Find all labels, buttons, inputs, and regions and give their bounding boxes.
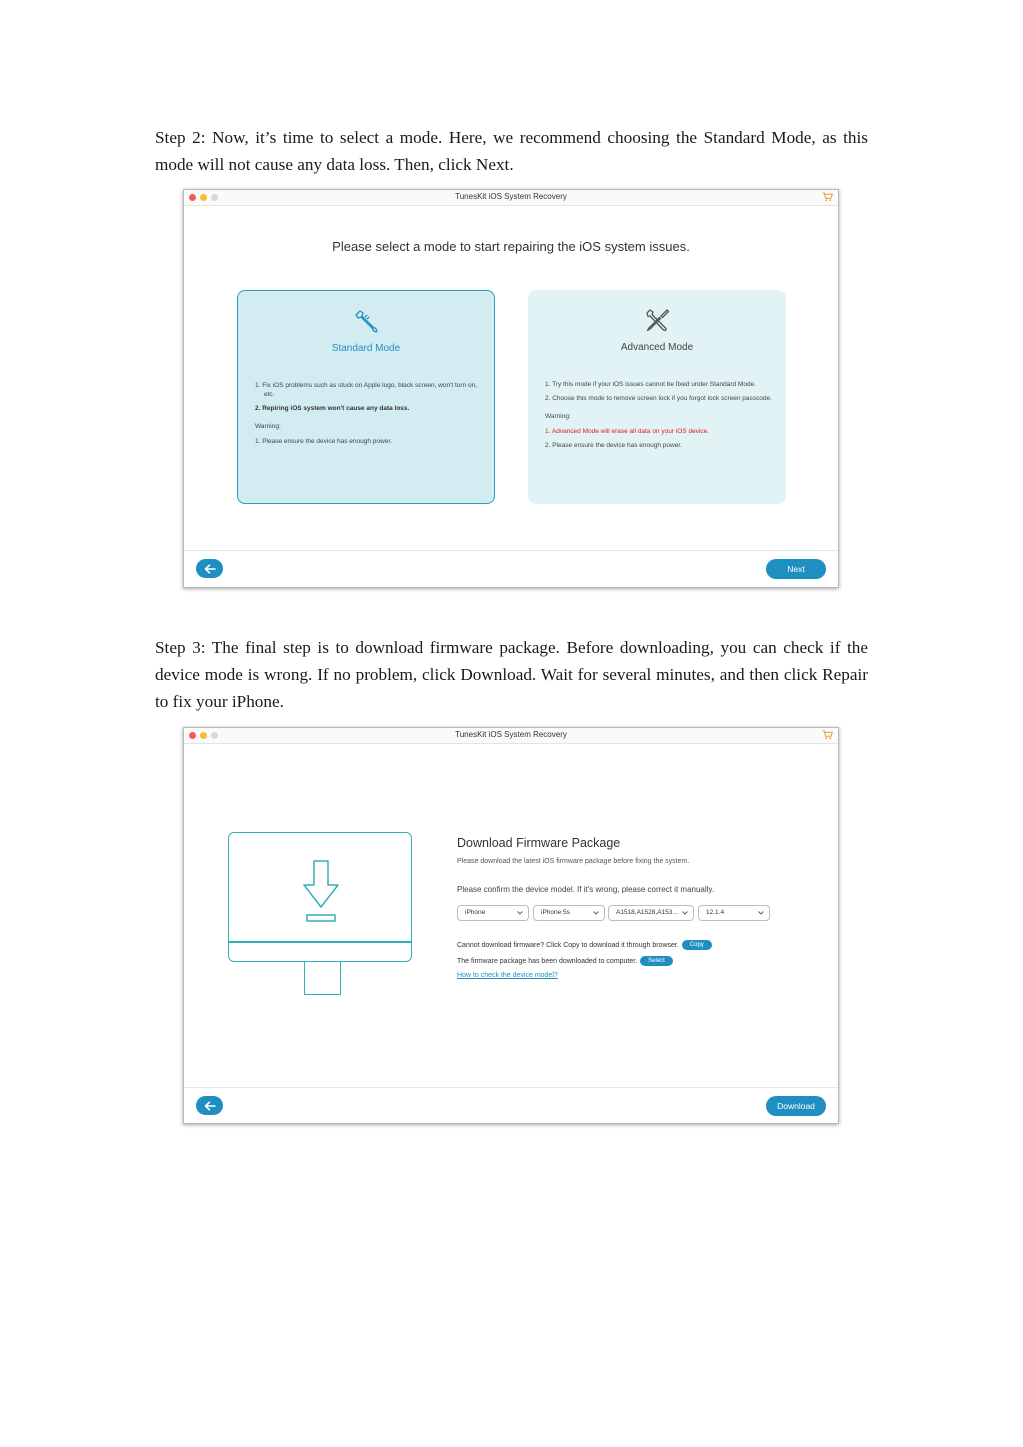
device-type-select[interactable]: iPhone <box>457 905 529 921</box>
select-button[interactable]: Select <box>640 956 673 966</box>
arrow-left-icon <box>204 1101 216 1111</box>
standard-item-2: 2. Repiring iOS system won't cause any data loss. <box>255 405 410 412</box>
window-title: TunesKit iOS System Recovery <box>455 730 567 739</box>
advanced-item-2: 2. Choose this mode to remove screen lock if you forgot lock screen passcode. <box>545 395 772 402</box>
download-arrow-icon <box>302 859 340 925</box>
footer-divider <box>184 1087 838 1088</box>
standard-item-1: 1. Fix iOS problems such as stuck on Apple logo, black screen, won't turn on, etc. <box>255 382 477 398</box>
arrow-left-icon <box>204 564 216 574</box>
copy-button[interactable]: Copy <box>682 940 712 950</box>
next-button[interactable]: Next <box>766 559 826 579</box>
standard-mode-title: Standard Mode <box>331 343 401 354</box>
step2-paragraph: Step 2: Now, it’s time to select a mode. Here, we recommend choosing the Standard Mode, as this mode will not cause any data loss. Then, click Next. <box>155 128 868 174</box>
check-model-link[interactable]: How to check the device model? <box>457 972 558 979</box>
step3-paragraph: Step 3: The final step is to download firmware package. Before downloading, you can check if the device mode is wrong. If no problem, click Download. Wait for several minutes, and then click Repair to fix your iPhone. <box>155 638 868 711</box>
window-title: TunesKit iOS System Recovery <box>455 192 567 201</box>
standard-mode-card[interactable] <box>237 290 495 504</box>
standard-warning-label: Warning: <box>255 423 281 430</box>
title-bar <box>184 728 838 744</box>
advanced-mode-card[interactable] <box>528 290 786 504</box>
cart-icon[interactable] <box>822 192 833 202</box>
mode-select-window <box>183 189 839 588</box>
standard-mode-description <box>255 381 480 451</box>
monitor-stand <box>304 961 341 995</box>
firmware-title: Download Firmware Package <box>457 836 621 850</box>
back-button[interactable] <box>196 1096 223 1115</box>
copy-row <box>457 940 712 950</box>
device-model-select[interactable]: iPhone 5s <box>533 905 605 921</box>
model-number-select[interactable]: A1518,A1528,A153... <box>608 905 694 921</box>
mode-heading: Please select a mode to start repairing the iOS system issues. <box>332 239 690 254</box>
cannot-download-text: Cannot download firmware? Click Copy to download it through browser. <box>457 941 679 949</box>
firmware-window <box>183 727 839 1124</box>
footer-divider <box>184 550 838 551</box>
advanced-item-1: 1. Try this mode if your iOS issues cannot be fixed under Standard Mode. <box>545 381 756 388</box>
title-bar <box>184 190 838 206</box>
advanced-warning-2: 2. Please ensure the device has enough power. <box>545 442 682 449</box>
chevron-down-icon <box>517 911 523 915</box>
firmware-subtitle: Please download the latest iOS firmware package before fixing the system. <box>457 858 690 865</box>
select-row <box>457 956 673 966</box>
cart-icon[interactable] <box>822 730 833 740</box>
wrench-icon <box>352 307 380 335</box>
advanced-mode-title: Advanced Mode <box>620 342 694 353</box>
chevron-down-icon <box>593 911 599 915</box>
advanced-warning-1: 1. Advanced Mode will erase all data on your iOS device. <box>545 428 710 435</box>
confirm-model-text: Please confirm the device model. If it's wrong, please correct it manually. <box>457 885 715 894</box>
standard-warning-1: 1. Please ensure the device has enough power. <box>255 438 392 445</box>
download-button[interactable]: Download <box>766 1096 826 1116</box>
advanced-warning-label: Warning: <box>545 413 571 420</box>
monitor-icon <box>228 832 412 962</box>
chevron-down-icon <box>758 911 764 915</box>
chevron-down-icon <box>682 911 688 915</box>
tools-icon <box>643 306 671 334</box>
advanced-mode-description <box>545 380 772 455</box>
back-button[interactable] <box>196 559 223 578</box>
downloaded-text: The firmware package has been downloaded to computer. <box>457 957 638 965</box>
ios-version-select[interactable]: 12.1.4 <box>698 905 770 921</box>
